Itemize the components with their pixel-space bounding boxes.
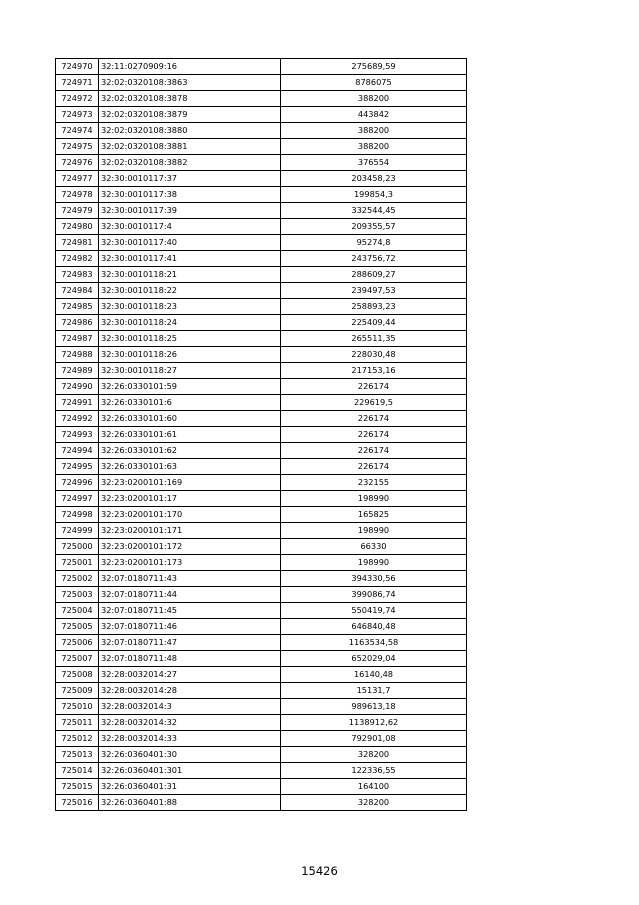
- cadastral-number-cell: 32:07:0180711:46: [99, 619, 281, 635]
- value-cell: 394330,56: [281, 571, 467, 587]
- table-row: [56, 91, 467, 107]
- value-cell: 376554: [281, 155, 467, 171]
- row-number-cell: 725001: [56, 555, 99, 571]
- row-number-cell: 725010: [56, 699, 99, 715]
- value-cell: 646840,48: [281, 619, 467, 635]
- row-number-cell: 725006: [56, 635, 99, 651]
- cadastral-value-table: [55, 58, 467, 811]
- row-number-cell: 724992: [56, 411, 99, 427]
- row-number-cell: 724984: [56, 283, 99, 299]
- row-number-cell: 725008: [56, 667, 99, 683]
- row-number-cell: 724974: [56, 123, 99, 139]
- table-row: [56, 107, 467, 123]
- cadastral-number-cell: 32:30:0010118:27: [99, 363, 281, 379]
- row-number-cell: 724978: [56, 187, 99, 203]
- table-row: [56, 427, 467, 443]
- cadastral-number-cell: 32:02:0320108:3863: [99, 75, 281, 91]
- row-number-cell: 724979: [56, 203, 99, 219]
- cadastral-number-cell: 32:30:0010118:22: [99, 283, 281, 299]
- table-row: [56, 475, 467, 491]
- row-number-cell: 725007: [56, 651, 99, 667]
- cadastral-number-cell: 32:11:0270909:16: [99, 59, 281, 75]
- cadastral-number-cell: 32:30:0010117:39: [99, 203, 281, 219]
- table-row: [56, 699, 467, 715]
- row-number-cell: 725011: [56, 715, 99, 731]
- value-cell: 165825: [281, 507, 467, 523]
- value-cell: 15131,7: [281, 683, 467, 699]
- row-number-cell: 724973: [56, 107, 99, 123]
- value-cell: 16140,48: [281, 667, 467, 683]
- cadastral-number-cell: 32:23:0200101:169: [99, 475, 281, 491]
- value-cell: 226174: [281, 459, 467, 475]
- table-row: [56, 603, 467, 619]
- value-cell: 217153,16: [281, 363, 467, 379]
- row-number-cell: 724986: [56, 315, 99, 331]
- cadastral-number-cell: 32:30:0010118:21: [99, 267, 281, 283]
- table-row: [56, 523, 467, 539]
- value-cell: 198990: [281, 523, 467, 539]
- cadastral-number-cell: 32:30:0010118:25: [99, 331, 281, 347]
- cadastral-number-cell: 32:23:0200101:170: [99, 507, 281, 523]
- table-row: [56, 283, 467, 299]
- cadastral-number-cell: 32:26:0330101:61: [99, 427, 281, 443]
- table-row: [56, 171, 467, 187]
- page-number: 15426: [301, 864, 338, 878]
- table-row: [56, 251, 467, 267]
- value-cell: 225409,44: [281, 315, 467, 331]
- table-row: [56, 763, 467, 779]
- cadastral-number-cell: 32:02:0320108:3878: [99, 91, 281, 107]
- row-number-cell: 724983: [56, 267, 99, 283]
- table-row: [56, 683, 467, 699]
- table-row: [56, 747, 467, 763]
- value-cell: 203458,23: [281, 171, 467, 187]
- value-cell: 399086,74: [281, 587, 467, 603]
- value-cell: 122336,55: [281, 763, 467, 779]
- value-cell: 226174: [281, 427, 467, 443]
- row-number-cell: 724991: [56, 395, 99, 411]
- value-cell: 239497,53: [281, 283, 467, 299]
- row-number-cell: 724975: [56, 139, 99, 155]
- cadastral-number-cell: 32:30:0010117:38: [99, 187, 281, 203]
- value-cell: 388200: [281, 139, 467, 155]
- row-number-cell: 724987: [56, 331, 99, 347]
- value-cell: 792901,08: [281, 731, 467, 747]
- cadastral-number-cell: 32:26:0330101:59: [99, 379, 281, 395]
- value-cell: 275689,59: [281, 59, 467, 75]
- cadastral-number-cell: 32:02:0320108:3882: [99, 155, 281, 171]
- cadastral-number-cell: 32:23:0200101:173: [99, 555, 281, 571]
- value-cell: 198990: [281, 491, 467, 507]
- value-cell: 229619,5: [281, 395, 467, 411]
- table-row: [56, 299, 467, 315]
- row-number-cell: 724976: [56, 155, 99, 171]
- cadastral-number-cell: 32:30:0010117:4: [99, 219, 281, 235]
- table-row: [56, 667, 467, 683]
- cadastral-number-cell: 32:26:0360401:88: [99, 795, 281, 811]
- cadastral-number-cell: 32:30:0010118:26: [99, 347, 281, 363]
- row-number-cell: 724999: [56, 523, 99, 539]
- table-row: [56, 315, 467, 331]
- row-number-cell: 725016: [56, 795, 99, 811]
- cadastral-number-cell: 32:07:0180711:47: [99, 635, 281, 651]
- cadastral-number-cell: 32:26:0360401:301: [99, 763, 281, 779]
- row-number-cell: 724993: [56, 427, 99, 443]
- cadastral-number-cell: 32:23:0200101:171: [99, 523, 281, 539]
- table-row: [56, 347, 467, 363]
- table-row: [56, 75, 467, 91]
- table-row: [56, 395, 467, 411]
- row-number-cell: 724995: [56, 459, 99, 475]
- table-row: [56, 235, 467, 251]
- table-row: [56, 379, 467, 395]
- row-number-cell: 724981: [56, 235, 99, 251]
- table-row: [56, 331, 467, 347]
- cadastral-number-cell: 32:26:0330101:6: [99, 395, 281, 411]
- value-cell: 288609,27: [281, 267, 467, 283]
- table-row: [56, 123, 467, 139]
- row-number-cell: 724994: [56, 443, 99, 459]
- row-number-cell: 724988: [56, 347, 99, 363]
- cadastral-number-cell: 32:23:0200101:172: [99, 539, 281, 555]
- table-row: [56, 59, 467, 75]
- cadastral-number-cell: 32:26:0330101:63: [99, 459, 281, 475]
- value-cell: 652029,04: [281, 651, 467, 667]
- cadastral-number-cell: 32:28:0032014:28: [99, 683, 281, 699]
- table-row: [56, 539, 467, 555]
- value-cell: 199854,3: [281, 187, 467, 203]
- value-cell: 258893,23: [281, 299, 467, 315]
- table-row: [56, 219, 467, 235]
- table-row: [56, 187, 467, 203]
- cadastral-number-cell: 32:26:0360401:30: [99, 747, 281, 763]
- row-number-cell: 725003: [56, 587, 99, 603]
- value-cell: 66330: [281, 539, 467, 555]
- cadastral-number-cell: 32:02:0320108:3881: [99, 139, 281, 155]
- row-number-cell: 725004: [56, 603, 99, 619]
- value-cell: 989613,18: [281, 699, 467, 715]
- value-cell: 95274,8: [281, 235, 467, 251]
- value-cell: 388200: [281, 91, 467, 107]
- cadastral-number-cell: 32:26:0330101:62: [99, 443, 281, 459]
- cadastral-number-cell: 32:02:0320108:3879: [99, 107, 281, 123]
- cadastral-number-cell: 32:26:0330101:60: [99, 411, 281, 427]
- table-row: [56, 571, 467, 587]
- table-row: [56, 139, 467, 155]
- table-row: [56, 491, 467, 507]
- cadastral-number-cell: 32:28:0032014:32: [99, 715, 281, 731]
- value-cell: 226174: [281, 411, 467, 427]
- row-number-cell: 724970: [56, 59, 99, 75]
- row-number-cell: 725014: [56, 763, 99, 779]
- value-cell: 1138912,62: [281, 715, 467, 731]
- cadastral-number-cell: 32:30:0010117:40: [99, 235, 281, 251]
- row-number-cell: 724996: [56, 475, 99, 491]
- table-row: [56, 779, 467, 795]
- row-number-cell: 725012: [56, 731, 99, 747]
- table-row: [56, 443, 467, 459]
- value-cell: 243756,72: [281, 251, 467, 267]
- row-number-cell: 725013: [56, 747, 99, 763]
- row-number-cell: 725002: [56, 571, 99, 587]
- table-row: [56, 411, 467, 427]
- value-cell: 228030,48: [281, 347, 467, 363]
- row-number-cell: 724980: [56, 219, 99, 235]
- value-cell: 209355,57: [281, 219, 467, 235]
- cadastral-number-cell: 32:07:0180711:45: [99, 603, 281, 619]
- value-cell: 198990: [281, 555, 467, 571]
- table-row: [56, 363, 467, 379]
- table-row: [56, 155, 467, 171]
- table-row: [56, 459, 467, 475]
- table-body: [56, 59, 467, 811]
- row-number-cell: 725009: [56, 683, 99, 699]
- row-number-cell: 724985: [56, 299, 99, 315]
- value-cell: 443842: [281, 107, 467, 123]
- cadastral-number-cell: 32:07:0180711:43: [99, 571, 281, 587]
- cadastral-number-cell: 32:28:0032014:3: [99, 699, 281, 715]
- row-number-cell: 725000: [56, 539, 99, 555]
- table-row: [56, 267, 467, 283]
- cadastral-number-cell: 32:02:0320108:3880: [99, 123, 281, 139]
- cadastral-number-cell: 32:30:0010118:24: [99, 315, 281, 331]
- cadastral-number-cell: 32:23:0200101:17: [99, 491, 281, 507]
- table-row: [56, 795, 467, 811]
- row-number-cell: 724972: [56, 91, 99, 107]
- cadastral-number-cell: 32:30:0010117:41: [99, 251, 281, 267]
- value-cell: 388200: [281, 123, 467, 139]
- row-number-cell: 724998: [56, 507, 99, 523]
- value-cell: 164100: [281, 779, 467, 795]
- value-cell: 226174: [281, 379, 467, 395]
- value-cell: 328200: [281, 747, 467, 763]
- value-cell: 332544,45: [281, 203, 467, 219]
- value-cell: 328200: [281, 795, 467, 811]
- value-cell: 265511,35: [281, 331, 467, 347]
- row-number-cell: 725005: [56, 619, 99, 635]
- table-row: [56, 651, 467, 667]
- value-cell: 8786075: [281, 75, 467, 91]
- table-row: [56, 587, 467, 603]
- cadastral-number-cell: 32:07:0180711:44: [99, 587, 281, 603]
- cadastral-number-cell: 32:30:0010117:37: [99, 171, 281, 187]
- cadastral-number-cell: 32:26:0360401:31: [99, 779, 281, 795]
- table-row: [56, 203, 467, 219]
- cadastral-number-cell: 32:28:0032014:33: [99, 731, 281, 747]
- value-cell: 226174: [281, 443, 467, 459]
- value-cell: 232155: [281, 475, 467, 491]
- table-row: [56, 555, 467, 571]
- value-cell: 550419,74: [281, 603, 467, 619]
- cadastral-number-cell: 32:07:0180711:48: [99, 651, 281, 667]
- table-row: [56, 731, 467, 747]
- cadastral-number-cell: 32:30:0010118:23: [99, 299, 281, 315]
- row-number-cell: 725015: [56, 779, 99, 795]
- row-number-cell: 724997: [56, 491, 99, 507]
- row-number-cell: 724982: [56, 251, 99, 267]
- table-row: [56, 715, 467, 731]
- row-number-cell: 724977: [56, 171, 99, 187]
- row-number-cell: 724989: [56, 363, 99, 379]
- cadastral-number-cell: 32:28:0032014:27: [99, 667, 281, 683]
- row-number-cell: 724971: [56, 75, 99, 91]
- table-row: [56, 635, 467, 651]
- table-row: [56, 507, 467, 523]
- table-row: [56, 619, 467, 635]
- row-number-cell: 724990: [56, 379, 99, 395]
- value-cell: 1163534,58: [281, 635, 467, 651]
